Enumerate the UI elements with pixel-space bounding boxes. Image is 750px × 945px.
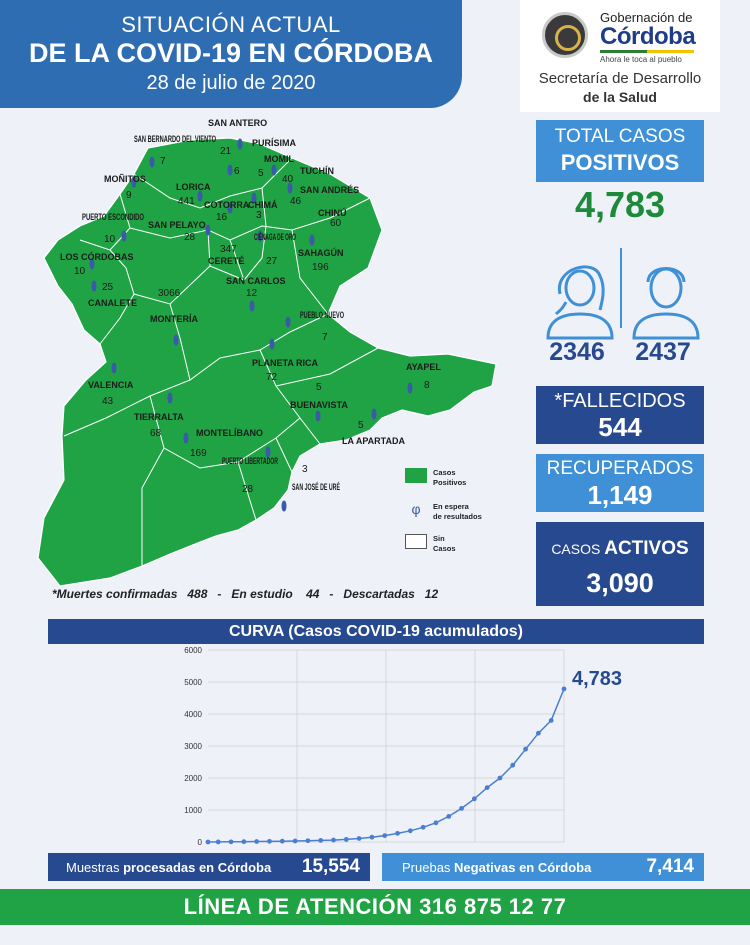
data-point <box>549 718 554 723</box>
header-banner <box>0 0 462 108</box>
muni-name: MOMIL <box>264 154 294 164</box>
legend-waiting-line2: de resultados <box>433 512 482 521</box>
muni-name: CIÉNAGA DE ORO <box>254 232 296 242</box>
y-tick-label: 5000 <box>184 678 202 687</box>
muni-name: SAN CARLOS <box>226 276 286 286</box>
waiting-marker-icon: φ <box>411 501 421 517</box>
waiting-marker <box>112 363 116 373</box>
muni-cases: 60 <box>330 218 342 229</box>
data-point <box>395 831 400 836</box>
muni-name: CHIMÁ <box>248 200 278 210</box>
muni-cases: 169 <box>190 448 207 459</box>
data-point <box>485 785 490 790</box>
y-tick-label: 3000 <box>184 742 202 751</box>
waiting-marker <box>150 157 154 167</box>
waiting-marker <box>282 501 286 511</box>
muni-name: VALENCIA <box>88 380 134 390</box>
waiting-marker <box>92 281 96 291</box>
muni-name: SAN JOSÉ DE URÉ <box>292 482 340 492</box>
waiting-marker <box>184 433 188 443</box>
total-label2: POSITIVOS <box>560 150 680 175</box>
muni-name: PUEBLO NUEVO <box>300 310 344 320</box>
y-tick-label: 6000 <box>184 646 202 655</box>
muni-cases: 5 <box>258 168 264 179</box>
legend-positive-swatch <box>405 468 427 483</box>
deaths-value: 544 <box>598 412 642 442</box>
y-tick-label: 4000 <box>184 710 202 719</box>
muni-cases: 27 <box>266 256 278 267</box>
data-point <box>216 840 221 845</box>
muni-cases: 7 <box>160 156 166 167</box>
waiting-marker <box>198 191 202 201</box>
muni-name: MOÑITOS <box>104 174 146 184</box>
muni-cases: 3066 <box>158 288 181 299</box>
muni-name: SAHAGÚN <box>298 248 344 258</box>
total-cases-value: 4,783 <box>574 184 666 225</box>
active-label <box>536 538 704 560</box>
data-point <box>241 839 246 844</box>
waiting-marker <box>270 339 274 349</box>
legend-none-line2: Casos <box>433 544 456 553</box>
muni-name: LOS CÓRDOBAS <box>60 252 134 262</box>
negatives-label-part1: Pruebas <box>402 860 455 875</box>
muni-name: SAN ANTERO <box>208 118 268 128</box>
deaths-box <box>536 386 704 444</box>
logo-slogan: Ahora le toca al pueblo <box>600 55 682 64</box>
muni-name: PURÍSIMA <box>252 138 297 148</box>
legend-waiting-text <box>433 502 482 522</box>
data-point <box>254 839 259 844</box>
y-tick-label: 2000 <box>184 774 202 783</box>
legend-none-text <box>433 534 456 554</box>
negatives-value: 7,414 <box>646 856 694 877</box>
muni-cases: 347 <box>220 244 237 255</box>
muni-cases: 10 <box>74 266 86 277</box>
waiting-marker <box>228 165 232 175</box>
header-line2: DE LA COVID-19 EN CÓRDOBA <box>28 38 434 68</box>
muni-cases: 441 <box>178 196 195 207</box>
header-line1: SITUACIÓN ACTUAL <box>121 12 341 37</box>
data-point <box>344 837 349 842</box>
logo-gob: Gobernación de <box>600 10 693 25</box>
men-value: 2437 <box>635 338 691 366</box>
muni-name: LA APARTADA <box>342 436 405 446</box>
samples-value: 15,554 <box>301 856 360 877</box>
muni-name: PUERTO ESCONDIDO <box>82 212 144 222</box>
chart-y-axis <box>184 646 202 847</box>
samples-label-part1: Muestras <box>66 860 124 875</box>
muni-cases: 12 <box>246 288 258 299</box>
active-box <box>536 522 704 606</box>
waiting-marker <box>272 165 276 175</box>
data-point <box>434 820 439 825</box>
data-point <box>472 796 477 801</box>
chart-end-label: 4,783 <box>572 667 623 690</box>
muni-cases: 46 <box>290 196 302 207</box>
muni-name: CHINÚ <box>318 208 347 218</box>
samples-label <box>66 860 271 875</box>
muni-name: MONTERÍA <box>150 314 198 324</box>
muni-cases: 72 <box>266 372 278 383</box>
muni-cases: 25 <box>102 282 114 293</box>
samples-label-part2: procesadas en Córdoba <box>123 860 272 875</box>
active-label-part1: CASOS <box>551 541 605 557</box>
total-cases-box <box>536 120 704 182</box>
muni-cases: 6 <box>234 166 240 177</box>
legend-positive-line1: Casos <box>433 468 456 477</box>
data-point <box>459 806 464 811</box>
waiting-marker <box>238 139 242 149</box>
data-point <box>229 839 234 844</box>
muni-cases: 3 <box>302 464 308 475</box>
negatives-label-part2: Negativas en Córdoba <box>454 860 592 875</box>
seal-icon <box>542 12 588 58</box>
negatives-bar <box>382 853 704 881</box>
muni-name: LORICA <box>176 182 211 192</box>
samples-bar <box>48 853 370 881</box>
muni-name: AYAPEL <box>406 362 441 372</box>
deaths-label: *FALLECIDOS <box>554 390 686 412</box>
muni-cases: 43 <box>102 396 114 407</box>
y-tick-label: 1000 <box>184 806 202 815</box>
legend-none-line1: Sin <box>433 534 445 543</box>
muni-name: MONTELÍBANO <box>196 428 263 438</box>
recovered-value: 1,149 <box>587 480 653 510</box>
muni-cases: 9 <box>126 190 132 201</box>
muni-cases: 21 <box>220 146 232 157</box>
data-point <box>357 836 362 841</box>
negatives-label <box>402 860 591 875</box>
data-point <box>510 763 515 768</box>
chart-grid <box>208 650 564 842</box>
muni-name: PUERTO LIBERTADOR <box>222 456 279 466</box>
cumulative-cases-chart <box>168 644 638 848</box>
muni-cases: 5 <box>316 382 322 393</box>
muni-name: TIERRALTA <box>134 412 184 422</box>
muni-name: SAN PELAYO <box>148 220 206 230</box>
muni-name: PLANETA RICA <box>252 358 318 368</box>
data-point <box>536 731 541 736</box>
waiting-marker <box>174 335 178 345</box>
waiting-marker <box>168 393 172 403</box>
data-point <box>523 747 528 752</box>
muni-cases: 8 <box>424 380 430 391</box>
waiting-marker <box>122 231 126 241</box>
waiting-marker <box>250 301 254 311</box>
muni-cases: 16 <box>216 212 228 223</box>
muni-name: BUENAVISTA <box>290 400 349 410</box>
government-logo <box>520 0 720 112</box>
muni-cases: 7 <box>322 332 328 343</box>
logo-name: Córdoba <box>600 23 696 50</box>
map-legend <box>405 466 505 558</box>
waiting-marker <box>372 409 376 419</box>
waiting-marker <box>316 411 320 421</box>
data-point <box>370 835 375 840</box>
curve-title: CURVA (Casos COVID-19 acumulados) <box>48 619 704 644</box>
muni-cases: 40 <box>282 174 294 185</box>
muni-cases: 3 <box>256 210 262 221</box>
data-point <box>293 839 298 844</box>
muni-name: SAN BERNARDO DEL VIENTO <box>134 134 216 144</box>
data-point <box>562 687 567 692</box>
muni-name: CANALETE <box>88 298 137 308</box>
data-point <box>446 814 451 819</box>
muni-cases: 28 <box>184 232 196 243</box>
data-point <box>305 838 310 843</box>
active-value: 3,090 <box>586 568 654 598</box>
muni-name: TUCHÍN <box>300 166 334 176</box>
women-value: 2346 <box>549 338 605 366</box>
header-date: 28 de julio de 2020 <box>146 72 316 94</box>
data-point <box>408 828 413 833</box>
logo-bar <box>600 50 694 53</box>
muni-name: SAN ANDRÉS <box>300 185 360 195</box>
data-point <box>267 839 272 844</box>
legend-none-swatch <box>405 534 427 549</box>
legend-positive-text <box>433 468 466 488</box>
data-point <box>280 839 285 844</box>
recovered-box <box>536 454 704 512</box>
data-point <box>382 833 387 838</box>
active-label-part2: ACTIVOS <box>604 538 689 559</box>
data-point <box>206 840 211 845</box>
waiting-marker <box>286 317 290 327</box>
hotline-banner: LÍNEA DE ATENCIÓN 316 875 12 77 <box>0 889 750 925</box>
muni-cases: 5 <box>358 420 364 431</box>
secretaria-line1: Secretaría de Desarrollo <box>538 70 702 87</box>
waiting-marker <box>310 235 314 245</box>
y-tick-label: 0 <box>197 838 202 847</box>
data-point <box>421 825 426 830</box>
muni-name: CERETÉ <box>208 256 245 266</box>
total-label1: TOTAL CASOS <box>554 126 686 147</box>
woman-icon <box>548 267 612 338</box>
gender-divider <box>620 248 622 328</box>
secretaria-line2: de la Salud <box>583 89 657 105</box>
muni-cases: 196 <box>312 262 329 273</box>
muni-cases: 10 <box>104 234 116 245</box>
muni-cases: 28 <box>242 484 254 495</box>
muni-cases: 68 <box>150 428 162 439</box>
data-point <box>331 838 336 843</box>
recovered-label: RECUPERADOS <box>546 458 694 479</box>
deaths-footnote: *Muertes confirmadas 488 - En estudio 44 - Descartadas 12 <box>52 587 439 601</box>
legend-waiting-line1: En espera <box>433 502 469 511</box>
waiting-marker <box>408 383 412 393</box>
legend-positive-line2: Positivos <box>433 478 467 487</box>
data-point <box>318 838 323 843</box>
muni-name: COTORRA <box>204 200 250 210</box>
data-point <box>498 776 503 781</box>
man-icon <box>634 269 698 339</box>
waiting-marker <box>206 225 210 235</box>
